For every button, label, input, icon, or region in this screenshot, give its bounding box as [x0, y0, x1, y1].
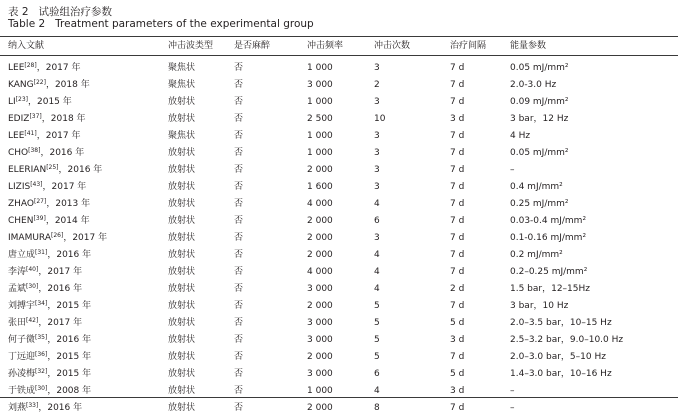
cell-wave-type: 放射状 — [168, 335, 196, 345]
cell-times: 4 — [374, 284, 380, 294]
cell-frequency: 2 000 — [307, 165, 333, 175]
cell-interval: 7 d — [450, 199, 465, 209]
cell-interval: 7 d — [450, 233, 465, 243]
cell-reference — [8, 60, 80, 77]
cell-wave-type: 放射状 — [168, 267, 196, 277]
cell-wave-type: 放射状 — [168, 97, 196, 107]
table-row — [0, 315, 678, 332]
cell-reference — [8, 94, 72, 111]
cell-frequency: 2 000 — [307, 352, 333, 362]
cell-energy: 0.4 mJ/mm² — [510, 182, 563, 192]
cell-wave-type: 放射状 — [168, 386, 196, 396]
cell-times: 3 — [374, 148, 380, 158]
cell-times: 4 — [374, 250, 380, 260]
cell-author: 刘燕 — [8, 403, 27, 413]
cell-wave-type: 聚焦状 — [168, 63, 196, 73]
cell-frequency: 4 000 — [307, 199, 333, 209]
cell-citation: [32] — [35, 368, 48, 375]
table-row — [0, 128, 678, 145]
cell-wave-type: 放射状 — [168, 403, 196, 413]
cell-wave-type: 放射状 — [168, 199, 196, 209]
cell-anesthesia: 否 — [234, 267, 244, 277]
caption-en-label: Table 2 — [8, 18, 46, 30]
cell-times: 3 — [374, 97, 380, 107]
cell-citation: [33] — [26, 402, 39, 409]
cell-reference — [8, 111, 86, 128]
header-energy: 能量参数 — [510, 41, 547, 51]
table-header-row — [0, 38, 678, 55]
cell-frequency: 3 000 — [307, 335, 333, 345]
cell-citation: [23] — [15, 96, 28, 103]
cell-energy: 0.1-0.16 mJ/mm² — [510, 233, 587, 243]
cell-author: 孟斌 — [8, 284, 27, 294]
cell-frequency: 2 000 — [307, 250, 333, 260]
cell-reference — [8, 162, 102, 179]
cell-year: ，2017 年 — [38, 318, 83, 328]
cell-times: 4 — [374, 386, 380, 396]
caption-en — [8, 18, 314, 30]
cell-author: IMAMURA — [8, 233, 51, 243]
cell-times: 10 — [374, 114, 386, 124]
cell-citation: [37] — [29, 113, 42, 120]
cell-energy: 0.2 mJ/mm² — [510, 250, 563, 260]
cell-anesthesia: 否 — [234, 148, 244, 158]
cell-interval: 7 d — [450, 301, 465, 311]
cell-citation: [26] — [50, 232, 64, 239]
cell-energy: 0.05 mJ/mm² — [510, 63, 569, 73]
cell-interval: 3 d — [450, 386, 465, 396]
cell-year: ，2016 年 — [38, 403, 83, 413]
cell-times: 8 — [374, 403, 380, 413]
cell-interval: 7 d — [450, 63, 465, 73]
cell-citation: [41] — [24, 130, 37, 137]
cell-author: LEE — [8, 63, 25, 73]
cell-year: ，2018 年 — [41, 114, 86, 124]
table-row — [0, 332, 678, 349]
cell-anesthesia: 否 — [234, 403, 244, 413]
cell-frequency: 4 000 — [307, 267, 333, 277]
cell-year: ，2016 年 — [47, 250, 92, 260]
table-header-rule — [0, 55, 678, 56]
cell-reference — [8, 247, 91, 264]
cell-energy: 0.09 mJ/mm² — [510, 97, 569, 107]
cell-anesthesia: 否 — [234, 318, 244, 328]
cell-interval: 7 d — [450, 216, 465, 226]
cell-year: ，2017 年 — [42, 182, 87, 192]
cell-citation: [22] — [33, 79, 46, 86]
cell-author: 李涛 — [8, 267, 27, 277]
cell-author: CHO — [8, 148, 29, 158]
table-row — [0, 145, 678, 162]
table-row — [0, 196, 678, 213]
cell-frequency: 2 000 — [307, 301, 333, 311]
cell-times: 5 — [374, 301, 380, 311]
caption-cn-label: 表 2 — [8, 6, 29, 18]
cell-frequency: 2 000 — [307, 216, 333, 226]
cell-year: ，2015 年 — [28, 97, 72, 107]
cell-author: LI — [8, 97, 16, 107]
cell-wave-type: 放射状 — [168, 114, 196, 124]
cell-interval: 7 d — [450, 352, 465, 362]
cell-wave-type: 放射状 — [168, 216, 196, 226]
cell-wave-type: 放射状 — [168, 284, 196, 294]
table-row — [0, 230, 678, 247]
cell-anesthesia: 否 — [234, 233, 244, 243]
cell-times: 3 — [374, 131, 380, 141]
cell-anesthesia: 否 — [234, 199, 244, 209]
cell-wave-type: 放射状 — [168, 165, 196, 175]
cell-energy: 2.5–3.2 bar，9.0–10.0 Hz — [510, 335, 624, 345]
table-row — [0, 366, 678, 383]
cell-frequency: 1 000 — [307, 97, 333, 107]
table-row — [0, 213, 678, 230]
cell-author: 唐立成 — [8, 250, 36, 260]
table-row — [0, 162, 678, 179]
cell-reference — [8, 349, 91, 366]
cell-citation: [27] — [34, 198, 47, 205]
cell-author: LIZIS — [8, 182, 31, 192]
cell-reference — [8, 145, 84, 162]
cell-citation: [35] — [35, 334, 48, 341]
cell-times: 2 — [374, 80, 380, 90]
cell-frequency: 3 000 — [307, 369, 333, 379]
cell-interval: 5 d — [450, 369, 465, 379]
cell-interval: 7 d — [450, 250, 465, 260]
cell-interval: 7 d — [450, 148, 465, 158]
cell-citation: [34] — [35, 300, 48, 307]
header-anesthesia: 是否麻醉 — [234, 41, 271, 51]
header-times: 冲击次数 — [374, 41, 411, 51]
cell-interval: 7 d — [450, 403, 465, 413]
cell-anesthesia: 否 — [234, 301, 244, 311]
cell-frequency: 1 000 — [307, 148, 333, 158]
table-row — [0, 77, 678, 94]
cell-interval: 7 d — [450, 182, 465, 192]
cell-energy: 0.05 mJ/mm² — [510, 148, 569, 158]
cell-energy: 4 Hz — [510, 131, 531, 141]
cell-energy: 2.0-3.0 Hz — [510, 80, 557, 90]
cell-frequency: 3 000 — [307, 318, 333, 328]
cell-frequency: 1 000 — [307, 63, 333, 73]
header-reference: 纳入文献 — [8, 41, 45, 51]
cell-times: 6 — [374, 216, 380, 226]
cell-anesthesia: 否 — [234, 386, 244, 396]
cell-citation: [36] — [35, 351, 48, 358]
table-row — [0, 400, 678, 417]
cell-frequency: 1 000 — [307, 131, 333, 141]
cell-year: ，2017 年 — [63, 233, 108, 243]
cell-reference — [8, 366, 91, 383]
cell-energy: 0.25 mJ/mm² — [510, 199, 569, 209]
cell-frequency: 3 000 — [307, 284, 333, 294]
cell-author: CHEN — [8, 216, 34, 226]
cell-wave-type: 放射状 — [168, 318, 196, 328]
cell-interval: 7 d — [450, 165, 465, 175]
cell-author: EDIZ — [8, 114, 30, 124]
cell-times: 4 — [374, 267, 380, 277]
cell-citation: [43] — [30, 181, 43, 188]
cell-year: ，2015 年 — [47, 352, 92, 362]
table-bottom-rule — [0, 397, 678, 398]
cell-anesthesia: 否 — [234, 182, 244, 192]
cell-reference — [8, 298, 91, 315]
cell-wave-type: 聚焦状 — [168, 80, 196, 90]
cell-energy: 2.0–3.0 bar，5–10 Hz — [510, 352, 606, 362]
caption-cn — [8, 4, 112, 19]
cell-author: 张田 — [8, 318, 27, 328]
cell-year: ，2016 年 — [40, 148, 85, 158]
cell-energy: 1.5 bar，12–15Hz — [510, 284, 590, 294]
cell-author: 丁远迎 — [8, 352, 36, 362]
cell-anesthesia: 否 — [234, 97, 244, 107]
cell-citation: [30] — [35, 385, 48, 392]
cell-interval: 3 d — [450, 335, 465, 345]
cell-year: ，2016 年 — [47, 335, 92, 345]
cell-energy: – — [510, 386, 515, 396]
cell-wave-type: 放射状 — [168, 233, 196, 243]
cell-energy: 0.2–0.25 mJ/mm² — [510, 267, 588, 277]
cell-citation: [25] — [46, 164, 59, 171]
cell-wave-type: 放射状 — [168, 301, 196, 311]
cell-anesthesia: 否 — [234, 114, 244, 124]
cell-citation: [28] — [24, 62, 37, 69]
cell-anesthesia: 否 — [234, 131, 244, 141]
table-row — [0, 247, 678, 264]
cell-year: ，2017 年 — [38, 267, 83, 277]
cell-times: 5 — [374, 335, 380, 345]
cell-author: 孙凌梅 — [8, 369, 36, 379]
cell-anesthesia: 否 — [234, 216, 244, 226]
cell-interval: 7 d — [450, 80, 465, 90]
table-row — [0, 298, 678, 315]
cell-times: 3 — [374, 63, 380, 73]
cell-reference — [8, 315, 82, 332]
cell-anesthesia: 否 — [234, 369, 244, 379]
table-top-rule — [0, 36, 678, 37]
header-wave-type: 冲击波类型 — [168, 41, 214, 51]
cell-reference — [8, 400, 82, 417]
cell-frequency: 1 000 — [307, 386, 333, 396]
header-frequency: 冲击频率 — [307, 41, 344, 51]
cell-energy: 3 bar，12 Hz — [510, 114, 569, 124]
cell-frequency: 1 600 — [307, 182, 333, 192]
cell-wave-type: 放射状 — [168, 250, 196, 260]
cell-wave-type: 放射状 — [168, 352, 196, 362]
cell-reference — [8, 196, 90, 213]
cell-author: 刘搏宇 — [8, 301, 36, 311]
cell-times: 3 — [374, 233, 380, 243]
cell-energy: 2.0–3.5 bar，10–15 Hz — [510, 318, 612, 328]
cell-times: 3 — [374, 165, 380, 175]
cell-citation: [39] — [33, 215, 46, 222]
cell-interval: 5 d — [450, 318, 465, 328]
cell-interval: 3 d — [450, 114, 465, 124]
cell-year: ，2008 年 — [47, 386, 92, 396]
cell-author: ZHAO — [8, 199, 35, 209]
cell-year: ，2015 年 — [47, 369, 92, 379]
cell-frequency: 2 000 — [307, 403, 333, 413]
cell-anesthesia: 否 — [234, 165, 244, 175]
cell-energy: 3 bar，10 Hz — [510, 301, 569, 311]
cell-reference — [8, 213, 90, 230]
cell-year: ，2016 年 — [38, 284, 83, 294]
cell-citation: [31] — [35, 249, 48, 256]
cell-reference — [8, 332, 91, 349]
cell-energy: 0.03-0.4 mJ/mm² — [510, 216, 587, 226]
cell-anesthesia: 否 — [234, 352, 244, 362]
cell-interval: 7 d — [450, 97, 465, 107]
cell-anesthesia: 否 — [234, 63, 244, 73]
table-row — [0, 179, 678, 196]
header-interval: 治疗间隔 — [450, 41, 487, 51]
cell-reference — [8, 281, 82, 298]
cell-author: 于铁成 — [8, 386, 36, 396]
cell-reference — [8, 230, 107, 247]
cell-frequency: 2 500 — [307, 114, 333, 124]
cell-energy: – — [510, 403, 515, 413]
cell-interval: 7 d — [450, 131, 465, 141]
cell-interval: 7 d — [450, 267, 465, 277]
table-row — [0, 281, 678, 298]
cell-year: ，2017 年 — [36, 63, 81, 73]
cell-author: 何子微 — [8, 335, 36, 345]
cell-year: ，2013 年 — [46, 199, 91, 209]
cell-author: ELERIAN — [8, 165, 47, 175]
cell-wave-type: 放射状 — [168, 148, 196, 158]
cell-times: 5 — [374, 318, 380, 328]
table-row — [0, 111, 678, 128]
cell-reference — [8, 77, 90, 94]
cell-citation: [42] — [26, 317, 39, 324]
cell-reference — [8, 179, 86, 196]
cell-times: 3 — [374, 182, 380, 192]
cell-energy: 1.4–3.0 bar，10–16 Hz — [510, 369, 612, 379]
caption-cn-title: 试验组治疗参数 — [38, 6, 113, 18]
cell-wave-type: 放射状 — [168, 369, 196, 379]
cell-year: ，2014 年 — [45, 216, 90, 226]
table-row — [0, 349, 678, 366]
cell-energy: – — [510, 165, 515, 175]
cell-citation: [40] — [26, 266, 39, 273]
cell-interval: 2 d — [450, 284, 465, 294]
cell-times: 4 — [374, 199, 380, 209]
cell-reference — [8, 264, 82, 281]
cell-citation: [38] — [28, 147, 41, 154]
cell-citation: [30] — [26, 283, 39, 290]
cell-reference — [8, 128, 80, 145]
table-row — [0, 60, 678, 77]
cell-anesthesia: 否 — [234, 335, 244, 345]
cell-frequency: 3 000 — [307, 80, 333, 90]
cell-times: 5 — [374, 352, 380, 362]
cell-anesthesia: 否 — [234, 250, 244, 260]
table-row — [0, 94, 678, 111]
cell-author: LEE — [8, 131, 25, 141]
table-row — [0, 264, 678, 281]
cell-times: 6 — [374, 369, 380, 379]
cell-year: ，2017 年 — [36, 131, 81, 141]
cell-anesthesia: 否 — [234, 80, 244, 90]
cell-year: ，2016 年 — [58, 165, 103, 175]
cell-wave-type: 聚焦状 — [168, 131, 196, 141]
cell-wave-type: 放射状 — [168, 182, 196, 192]
caption-en-title: Treatment parameters of the experimental group — [55, 18, 314, 30]
cell-anesthesia: 否 — [234, 284, 244, 294]
cell-year: ，2018 年 — [45, 80, 90, 90]
cell-year: ，2015 年 — [47, 301, 92, 311]
cell-author: KANG — [8, 80, 34, 90]
cell-frequency: 2 000 — [307, 233, 333, 243]
